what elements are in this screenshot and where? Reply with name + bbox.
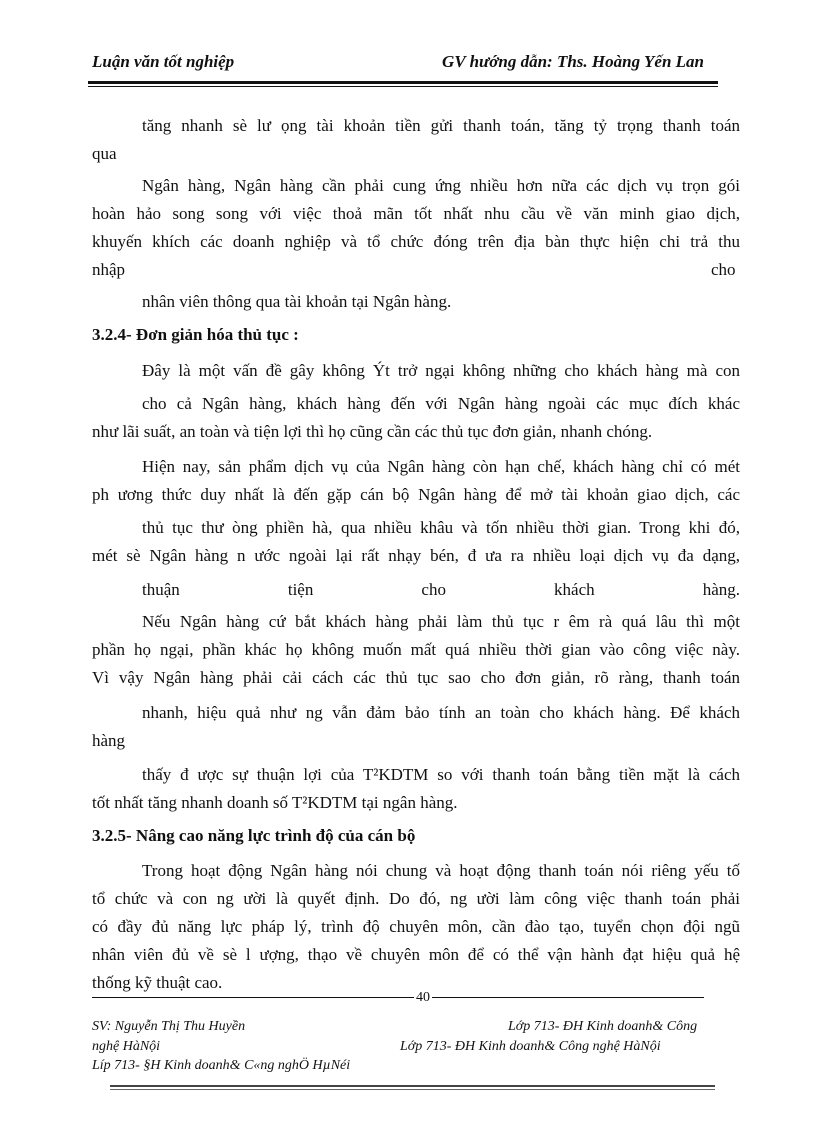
body-line: Hiện nay, sản phẩm dịch vụ của Ngân hàng còn hạn chế, khách hàng chỉ có mét bbox=[142, 457, 740, 476]
body-line: Vì vậy Ngân hàng phải cải cách các thủ tục sao cho đơn giản, rõ ràng, thanh toán bbox=[92, 668, 740, 687]
body-line: cho cả Ngân hàng, khách hàng đến với Ngân hàng ngoài các mục đích khác bbox=[142, 394, 740, 413]
body-line: như lãi suất, an toàn và tiện lợi thì họ cũng cần các thủ tục đơn giản, nhanh chóng. bbox=[92, 422, 653, 441]
footer-class-1: Lớp 713- ĐH Kinh doanh& Công bbox=[508, 1019, 698, 1034]
body-line: Đây là một vấn đề gây không Ýt trở ngại không những cho khách hàng mà con bbox=[142, 361, 740, 380]
body-line: mét sè Ngân hàng n ước ngoài lại rất nhạy bén, đ ưa ra nhiều loại dịch vụ đa dạng, bbox=[92, 546, 740, 565]
body-line: tổ chức và con ng ười là quyết định. Do đó, ng ười làm công việc thanh toán phải bbox=[92, 889, 740, 908]
body-line: Trong hoạt động Ngân hàng nói chung và hoạt động thanh toán nói riêng yếu tố bbox=[142, 861, 740, 880]
body-line: thủ tục thư òng phiền hà, qua nhiều khâu và tốn nhiều thời gian. Trong khi đó, bbox=[142, 518, 740, 537]
body-line: qua bbox=[92, 144, 117, 163]
header-rule-thick bbox=[88, 81, 718, 84]
header-right-advisor: GV hướng dẫn: Ths. Hoàng Yến Lan bbox=[442, 52, 704, 71]
section-heading-3-2-5: 3.2.5- Nâng cao năng lực trình độ của cán bộ bbox=[92, 826, 416, 845]
body-line: khuyến khích các doanh nghiệp và tổ chức đóng trên địa bàn thực hiện chi trả thu bbox=[92, 232, 740, 251]
body-line: hoàn hảo song song với việc thoả mãn tốt nhất nhu cầu về văn minh giao dịch, bbox=[92, 204, 740, 223]
footer-class-garbled: Líp 713- §H Kinh doanh& C«ng nghÖ HµNéi bbox=[92, 1058, 351, 1073]
page-number: 40 bbox=[416, 990, 430, 1005]
body-line: tốt nhất tăng nhanh doanh số T²KDTM tại ngân hàng. bbox=[92, 793, 458, 812]
footer-rule bbox=[92, 997, 704, 998]
body-line: thấy đ ược sự thuận lợi của T²KDTM so với thanh toán bằng tiền mặt là cách bbox=[142, 765, 740, 784]
body-line: nhanh, hiệu quả như ng vẫn đảm bảo tính an toàn cho khách hàng. Để khách bbox=[142, 703, 740, 722]
header-left-title: Luận văn tốt nghiệp bbox=[92, 52, 235, 71]
bottom-rule-thin bbox=[110, 1089, 715, 1090]
body-line: cho bbox=[711, 260, 736, 279]
body-line: tăng nhanh sè lư ọng tài khoản tiền gửi thanh toán, tăng tỷ trọng thanh toán bbox=[142, 116, 740, 135]
body-line: thống kỹ thuật cao. bbox=[92, 973, 223, 992]
body-line: hàng bbox=[92, 731, 126, 750]
footer-student: SV: Nguyễn Thị Thu Huyền bbox=[92, 1019, 246, 1034]
body-line: có đầy đủ năng lực pháp lý, trình độ chuyên môn, cần đào tạo, tuyển chọn đội ngũ bbox=[92, 917, 740, 936]
footer-class-2: Lớp 713- ĐH Kinh doanh& Công nghệ HàNội bbox=[400, 1039, 661, 1054]
body-line: nhân viên thông qua tài khoản tại Ngân hàng. bbox=[142, 292, 452, 311]
body-line: thuận tiện cho khách hàng. bbox=[142, 580, 740, 599]
body-line: nhập bbox=[92, 260, 126, 279]
footer-wrap: nghệ HàNội bbox=[92, 1039, 161, 1054]
body-line: phần họ ngại, phần khác họ không muốn mất quá nhiều thời gian vào công việc này. bbox=[92, 640, 740, 659]
header-rule-thin bbox=[88, 86, 718, 87]
body-line: Nếu Ngân hàng cứ bắt khách hàng phải làm thủ tục r êm rà quá lâu thì một bbox=[142, 612, 740, 631]
body-line: Ngân hàng, Ngân hàng cần phải cung ứng nhiều hơn nữa các dịch vụ trọn gói bbox=[142, 176, 740, 195]
section-heading-3-2-4: 3.2.4- Đơn giản hóa thủ tục : bbox=[92, 325, 299, 344]
body-line: nhân viên đủ về sè l ượng, thạo về chuyên môn để có thể vận hành đạt hiệu quả hệ bbox=[92, 945, 740, 964]
bottom-rule bbox=[110, 1085, 715, 1087]
body-line: ph ương thức duy nhất là đến gặp cán bộ Ngân hàng để mở tài khoản giao dịch, các bbox=[92, 485, 740, 504]
